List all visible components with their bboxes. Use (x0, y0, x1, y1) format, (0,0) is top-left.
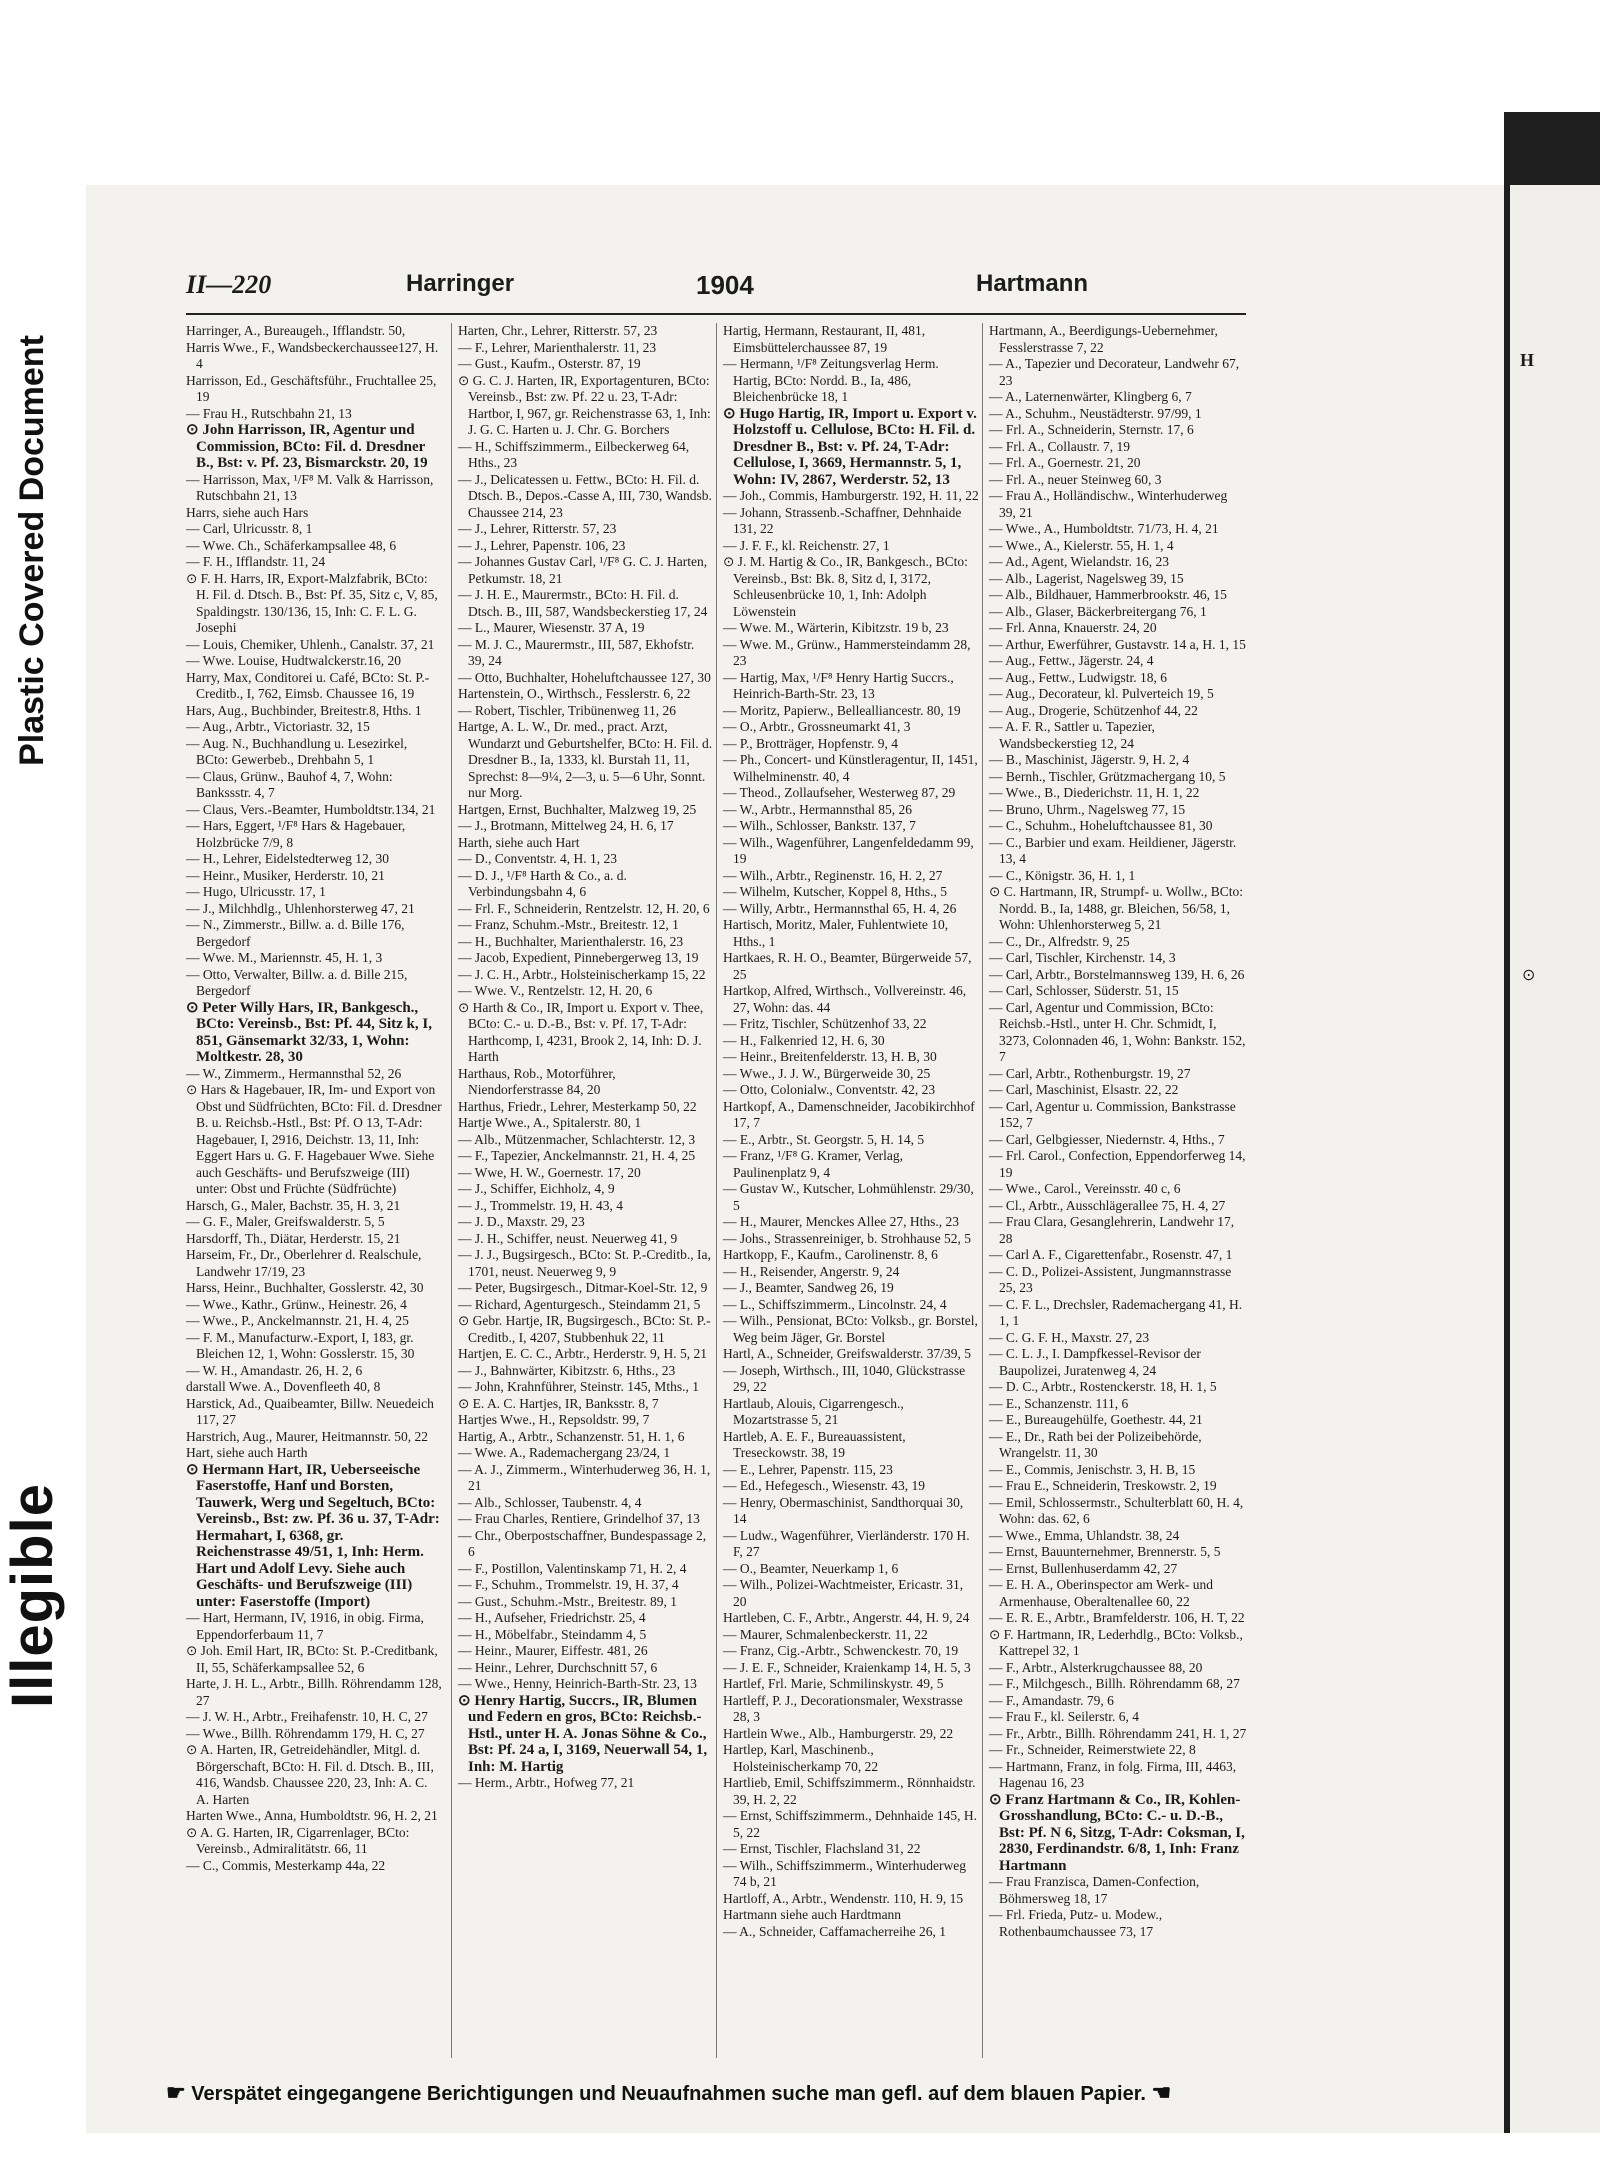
directory-entry: — Hartig, Max, ¹/F⁸ Henry Hartig Succrs., Heinrich-Barth-Str. 23, 13 (723, 669, 954, 701)
directory-entry: — Alb., Schlosser, Taubenstr. 4, 4 (458, 1494, 642, 1510)
directory-entry: — Gust., Kaufm., Osterstr. 87, 19 (458, 356, 641, 371)
directory-entry: — A., Laternenwärter, Klingberg 6, 7 (989, 389, 1192, 404)
directory-entry: — Carl, Schlosser, Süderstr. 51, 15 (989, 983, 1179, 998)
directory-entry: — L., Maurer, Wiesenstr. 37 A, 19 (458, 620, 645, 635)
directory-entry: Hartig, Hermann, Restaurant, II, 481, Eimsbüttelerchaussee 87, 19 (723, 323, 926, 355)
directory-entry: — Alb., Lagerist, Nagelsweg 39, 15 (989, 570, 1184, 586)
directory-entry: ⊙ G. C. J. Harten, IR, Exportagenturen, BCto: Vereinsb., Bst: zw. Pf. 22 u. 23, T-Adr: Hartbor, I, 967, gr. Reichenstrasse 63, 1, Inh: J. G. C. Harten u. J. Chr. G. Borchers (458, 372, 711, 437)
directory-entry: — F., Schuhm., Trommelstr. 19, H. 37, 4 (458, 1577, 679, 1592)
header-rule (186, 313, 1246, 315)
directory-entry: — Wwe., A., Humboldtstr. 71/73, H. 4, 21 (989, 521, 1219, 536)
directory-entry: — Carl, Arbtr., Rothenburgstr. 19, 27 (989, 1065, 1191, 1081)
directory-entry: Hartleff, P. J., Decorationsmaler, Wexstrasse 28, 3 (723, 1692, 963, 1724)
directory-entry: — O., Arbtr., Grossneumarkt 41, 3 (723, 719, 911, 734)
directory-entry: — F., Milchgesch., Billh. Röhrendamm 68, 27 (989, 1676, 1240, 1691)
directory-entry: — Alb., Mützenmacher, Schlachterstr. 12, 3 (458, 1131, 696, 1147)
directory-entry: — J., Beamter, Sandweg 26, 19 (723, 1280, 894, 1295)
directory-entry: Hartlieb, Emil, Schiffszimmerm., Rönnhaidstr. 39, H. 2, 22 (723, 1775, 976, 1807)
directory-entry: — Otto, Buchhalter, Hoheluftchaussee 127, 30 (458, 669, 711, 685)
directory-entry: ⊙ C. Hartmann, IR, Strumpf- u. Wollw., BCto: Nordd. B., Ia, 1488, gr. Bleichen, 56/58, 1, Wohn: Uhlenhorsterweg 5, 21 (989, 884, 1243, 932)
directory-entry: — Gustav W., Kutscher, Lohmühlenstr. 29/30, 5 (723, 1181, 974, 1213)
directory-entry: Hartjen, E. C. C., Arbtr., Herderstr. 9, H. 5, 21 (458, 1346, 707, 1361)
directory-entry: — C. L. J., I. Dampfkessel-Revisor der Baupolizei, Juratenweg 4, 24 (989, 1346, 1201, 1378)
directory-entry: ⊙ Hermann Hart, IR, Ueberseeische Faserstoffe, Hanf und Borsten, Tauwerk, Werg und Segeltuch, BCto: Vereinsb., Bst: zw. Pf. 36 u. 37, T-Adr: Hermahart, I, 6368, gr. Reichenstrasse 49/51, 1, Inh: Herm. Hart und Adolf Levy. Siehe auch Geschäfts- und Berufszweige (III) unter: Faserstoffe (Import) (186, 1461, 440, 1610)
directory-entry: Harten, Chr., Lehrer, Ritterstr. 57, 23 (458, 323, 658, 338)
directory-entry: ⊙ F. Hartmann, IR, Lederhdlg., BCto: Volksb., Kattrepel 32, 1 (989, 1626, 1243, 1658)
column-2 (451, 323, 714, 2058)
directory-entry: — Wilh., Schiffszimmerm., Winterhuderweg 74 b, 21 (723, 1857, 966, 1889)
directory-entry: — Aug. N., Buchhandlung u. Lesezirkel, BCto: Gewerbeb., Drehbahn 5, 1 (186, 735, 408, 767)
directory-entry: — Wwe., Billh. Röhrendamm 179, H. C, 27 (186, 1725, 425, 1741)
directory-entry: — A., Schneider, Caffamacherreihe 26, 1 (723, 1923, 947, 1939)
directory-entry: — Johann, Strassenb.-Schaffner, Dehnhaide 131, 22 (723, 504, 962, 536)
directory-entry: — Wwe, H. W., Goernestr. 17, 20 (458, 1164, 641, 1180)
directory-entry: — Jacob, Expedient, Pinnebergerweg 13, 19 (458, 950, 699, 965)
directory-entry: — Peter, Bugsirgesch., Ditmar-Koel-Str. 12, 9 (458, 1280, 708, 1295)
directory-entry: — Frau H., Rutschbahn 21, 13 (186, 405, 352, 421)
directory-entry: — E., Lehrer, Papenstr. 115, 23 (723, 1461, 893, 1477)
directory-entry: — C. D., Polizei-Assistent, Jungmannstrasse 25, 23 (989, 1263, 1232, 1295)
directory-entry: — F., Tapezier, Anckelmannstr. 21, H. 4, 25 (458, 1148, 696, 1163)
directory-entry: — Wilh., Pensionat, BCto: Volksb., gr. Borstel, Weg beim Jäger, Gr. Borstel (723, 1313, 978, 1345)
directory-entry: — Claus, Grünw., Bauhof 4, 7, Wohn: Bankssstr. 4, 7 (186, 768, 393, 800)
directory-entry: — Alb., Glaser, Bäckerbreitergang 76, 1 (989, 603, 1207, 619)
directory-entry: ⊙ Peter Willy Hars, IR, Bankgesch., BCto: Vereinsb., Bst: Pf. 44, Sitz k, I, 851, Gänsemarkt 32/33, 1, Wohn: Moltkestr. 28, 30 (186, 999, 432, 1065)
directory-entry: Hartmann, A., Beerdigungs-Uebernehmer, Fesslerstrasse 7, 22 (989, 323, 1218, 355)
directory-entry: — Wwe., Emma, Uhlandstr. 38, 24 (989, 1527, 1180, 1543)
directory-entry: — A., Tapezier und Decorateur, Landwehr 67, 23 (989, 356, 1240, 388)
directory-entry: Hartlaub, Alouis, Cigarrengesch., Mozartstrasse 5, 21 (723, 1395, 904, 1427)
directory-entry: — Gust., Schuhm.-Mstr., Breitestr. 89, 1 (458, 1593, 677, 1609)
directory-entry: — Wilh., Polizei-Wachtmeister, Ericastr. 31, 20 (723, 1577, 964, 1609)
directory-entry: — Frl. A., Goernestr. 21, 20 (989, 455, 1141, 470)
directory-entry: — Otto, Verwalter, Billw. a. d. Bille 215, Bergedorf (186, 966, 408, 998)
directory-entry: — A. J., Zimmerm., Winterhuderweg 36, H. 1, 21 (458, 1461, 711, 1493)
directory-entry: — Frau F., kl. Seilerstr. 6, 4 (989, 1709, 1140, 1724)
directory-entry: — Hars, Eggert, ¹/F⁸ Hars & Hagebauer, Holzbrücke 7/9, 8 (186, 818, 406, 850)
directory-entry: — J., Trommelstr. 19, H. 43, 4 (458, 1197, 624, 1213)
directory-entry: — M. J. C., Maurermstr., III, 587, Ekhofstr. 39, 24 (458, 636, 695, 668)
directory-entry: — Bernh., Tischler, Grützmachergang 10, 5 (989, 768, 1226, 784)
directory-entry: darstall Wwe. A., Dovenfleeth 40, 8 (186, 1379, 381, 1394)
directory-entry: Harsdorff, Th., Diätar, Herderstr. 15, 21 (186, 1230, 401, 1246)
directory-entry: — F., Arbtr., Alsterkrugchaussee 88, 20 (989, 1659, 1203, 1675)
directory-entry: — Herm., Arbtr., Hofweg 77, 21 (458, 1775, 635, 1790)
directory-columns (186, 323, 1246, 2058)
directory-entry: — Franz, Cig.-Arbtr., Schwenckestr. 70, 19 (723, 1643, 959, 1658)
first-entry-heading: Harringer (406, 270, 515, 297)
directory-entry: — F., Postillon, Valentinskamp 71, H. 2, 4 (458, 1560, 687, 1576)
directory-entry: — C. F. L., Drechsler, Rademachergang 41, H. 1, 1 (989, 1296, 1243, 1328)
directory-entry: — D. C., Arbtr., Rostenckerstr. 18, H. 1, 5 (989, 1379, 1217, 1394)
directory-entry: — Frau Franzisca, Damen-Confection, Böhmersweg 18, 17 (989, 1874, 1200, 1906)
directory-entry: — Johannes Gustav Carl, ¹/F⁸ G. C. J. Harten, Petkumstr. 18, 21 (458, 554, 708, 586)
directory-entry: — W., Arbtr., Hermannsthal 85, 26 (723, 801, 912, 817)
directory-entry: Harry, Max, Conditorei u. Café, BCto: St. P.-Creditb., I, 762, Eimsb. Chaussee 16, 19 (186, 669, 430, 701)
directory-entry: — Carl, Maschinist, Elsastr. 22, 22 (989, 1082, 1179, 1097)
directory-entry: — Wwe. Ch., Schäferkampsallee 48, 6 (186, 537, 397, 553)
directory-entry: ⊙ E. A. C. Hartjes, IR, Banksstr. 8, 7 (458, 1395, 659, 1411)
directory-entry: — E., Commis, Jenischstr. 3, H. B, 15 (989, 1461, 1196, 1477)
directory-entry: — Frl. A., Collaustr. 7, 19 (989, 438, 1131, 454)
directory-entry: — Hart, Hermann, IV, 1916, in obig. Firma, Eppendorferbaum 11, 7 (186, 1610, 424, 1642)
directory-entry: — Wwe. M., Mariennstr. 45, H. 1, 3 (186, 950, 383, 965)
plastic-covered-label (0, 270, 64, 830)
directory-entry: — C., Schuhm., Hoheluftchaussee 81, 30 (989, 818, 1213, 833)
directory-entry: — Fritz, Tischler, Schützenhof 33, 22 (723, 1016, 927, 1031)
directory-entry: Hartlef, Frl. Marie, Schmilinskystr. 49, 5 (723, 1676, 944, 1691)
directory-entry: — Heinr., Musiker, Herderstr. 10, 21 (186, 867, 385, 883)
directory-entry: — Johs., Strassenreiniger, b. Strohhause 52, 5 (723, 1230, 972, 1246)
directory-entry: — E. H. A., Oberinspector am Werk- und Armenhause, Oberaltenallee 60, 22 (989, 1577, 1213, 1609)
directory-entry: Harris Wwe., F., Wandsbeckerchaussee127, H. 4 (186, 339, 439, 371)
directory-entry: — E., Schanzenstr. 111, 6 (989, 1395, 1129, 1411)
directory-entry: — J. F. F., kl. Reichenstr. 27, 1 (723, 537, 890, 553)
column-1 (186, 323, 442, 2058)
directory-entry: — P., Brotträger, Hopfenstr. 9, 4 (723, 735, 898, 751)
directory-entry: — C., Barbier und exam. Heildiener, Jägerstr. 13, 4 (989, 834, 1237, 866)
directory-entry: Hartge, A. L. W., Dr. med., pract. Arzt, Wundarzt und Geburtshelfer, BCto: H. Fil. d. Dresdner B., Ia, 1333, kl. Burstah 11, 11, Sprechst: 8—9¼, 2—3, u. 5—6 Uhr, Sonnt. nur Morg. (458, 719, 713, 800)
directory-entry: — Arthur, Ewerführer, Gustavstr. 14 a, H. 1, 15 (989, 636, 1246, 652)
directory-entry: — Ad., Agent, Wielandstr. 16, 23 (989, 554, 1169, 569)
directory-entry: — Carl, Arbtr., Borstelmannsweg 139, H. 6, 26 (989, 966, 1245, 982)
directory-entry: — J., Delicatessen u. Fettw., BCto: H. Fil. d. Dtsch. B., Depos.-Casse A, III, 730, Wandsb. Chaussee 214, 23 (458, 471, 712, 520)
directory-entry: Hartl, A., Schneider, Greifswalderstr. 37/39, 5 (723, 1346, 972, 1361)
adjacent-page-edge (1510, 185, 1600, 2133)
directory-entry: — Frl. A., Schneiderin, Sternstr. 17, 6 (989, 422, 1194, 437)
directory-entry: — B., Maschinist, Jägerstr. 9, H. 2, 4 (989, 752, 1190, 767)
directory-entry: Hartgen, Ernst, Buchhalter, Malzweg 19, 25 (458, 801, 697, 817)
pointing-hand-right-icon: ☚ (1151, 2080, 1172, 2105)
directory-entry: — Harrisson, Max, ¹/F⁸ M. Valk & Harrisson, Rutschbahn 21, 13 (186, 471, 434, 503)
directory-page (86, 185, 1504, 2133)
directory-entry: Hart, siehe auch Harth (186, 1445, 308, 1460)
directory-entry: — G. F., Maler, Greifswalderstr. 5, 5 (186, 1214, 385, 1229)
directory-entry: — H., Reisender, Angerstr. 9, 24 (723, 1263, 900, 1279)
directory-entry: — Wwe., A., Kielerstr. 55, H. 1, 4 (989, 537, 1174, 553)
directory-entry: — Cl., Arbtr., Ausschlägerallee 75, H. 4, 27 (989, 1197, 1226, 1213)
column-3 (716, 323, 979, 2058)
directory-entry: — Aug., Decorateur, kl. Pulverteich 19, 5 (989, 686, 1214, 701)
directory-entry: — J. H., Schiffer, neust. Neuerweg 41, 9 (458, 1230, 678, 1246)
directory-entry: ⊙ A. G. Harten, IR, Cigarrenlager, BCto: Vereinsb., Admiralitätstr. 66, 11 (186, 1824, 410, 1856)
directory-entry: — F., Lehrer, Marienthalerstr. 11, 23 (458, 339, 657, 355)
directory-entry: — F., Amandastr. 79, 6 (989, 1692, 1114, 1708)
directory-entry: — Ludw., Wagenführer, Vierländerstr. 170 H. F, 27 (723, 1527, 970, 1559)
directory-entry: — D. J., ¹/F⁸ Harth & Co., a. d. Verbindungsbahn 4, 6 (458, 867, 627, 899)
directory-entry: — Frau E., Schneiderin, Treskowstr. 2, 19 (989, 1478, 1217, 1493)
directory-entry: ⊙ John Harrisson, IR, Agentur und Commission, BCto: Fil. d. Dresdner B., Bst: v. Pf. 23, Bismarckstr. 20, 19 (186, 422, 428, 471)
directory-entry: — Moritz, Papierw., Bellealliancestr. 80, 19 (723, 702, 961, 718)
directory-entry: — Frau Clara, Gesanglehrerin, Landwehr 17, 28 (989, 1214, 1235, 1246)
directory-entry: — Heinr., Breitenfelderstr. 13, H. B, 30 (723, 1049, 937, 1064)
directory-entry: — J., Milchhdlg., Uhlenhorsterweg 47, 21 (186, 900, 415, 916)
directory-entry: — H., Maurer, Menckes Allee 27, Hths., 23 (723, 1214, 960, 1229)
directory-entry: Harthaus, Rob., Motorführer, Niendorferstrasse 84, 20 (458, 1065, 616, 1097)
directory-entry: — J. J., Bugsirgesch., BCto: St. P.-Creditb., Ia, 1701, neust. Neuerweg 9, 9 (458, 1247, 711, 1279)
directory-entry: — John, Krahnführer, Steinstr. 145, Mths., 1 (458, 1379, 699, 1394)
directory-entry: — Wilh., Schlosser, Bankstr. 137, 7 (723, 818, 916, 833)
directory-entry: — H., Lehrer, Eidelstedterweg 12, 30 (186, 851, 390, 866)
directory-entry: — J., Brotmann, Mittelweg 24, H. 6, 17 (458, 818, 674, 833)
directory-entry: — Bruno, Uhrm., Nagelsweg 77, 15 (989, 801, 1186, 817)
directory-entry: — H., Schiffszimmerm., Eilbeckerweg 64, Hths., 23 (458, 438, 690, 470)
directory-entry: — J. E. F., Schneider, Kraienkamp 14, H. 5, 3 (723, 1659, 971, 1675)
directory-entry: — Alb., Bildhauer, Hammerbrookstr. 46, 15 (989, 587, 1227, 602)
directory-entry: — Wwe. Louise, Hudtwalckerstr.16, 20 (186, 653, 401, 668)
directory-entry: — H., Buchhalter, Marienthalerstr. 16, 23 (458, 933, 684, 949)
directory-entry: Harss, Heinr., Buchhalter, Gosslerstr. 42, 30 (186, 1280, 424, 1295)
directory-entry: — Emil, Schlossermstr., Schulterblatt 60, H. 4, Wohn: das. 62, 6 (989, 1494, 1244, 1526)
directory-entry: Harstick, Ad., Quaibeamter, Billw. Neuedeich 117, 27 (186, 1395, 434, 1427)
directory-entry: Harth, siehe auch Hart (458, 834, 580, 850)
directory-entry: — Wwe. M., Grünw., Hammersteindamm 28, 23 (723, 636, 971, 668)
directory-entry: Hartleb, A. E. F., Bureauassistent, Treseckowstr. 38, 19 (723, 1428, 906, 1460)
directory-entry: Hartmann siehe auch Hardtmann (723, 1907, 902, 1922)
directory-entry: — Wwe. V., Rentzelstr. 12, H. 20, 6 (458, 983, 653, 998)
directory-entry: — J. D., Maxstr. 29, 23 (458, 1214, 585, 1229)
directory-entry: Harstrich, Aug., Maurer, Heitmannstr. 50, 22 (186, 1428, 429, 1444)
directory-entry: — Wwe., B., Diederichstr. 11, H. 1, 22 (989, 785, 1200, 800)
last-entry-heading: Hartmann (976, 270, 1089, 297)
directory-entry: — J., Lehrer, Ritterstr. 57, 23 (458, 521, 617, 536)
directory-entry: — J., Lehrer, Papenstr. 106, 23 (458, 537, 626, 553)
directory-entry: ⊙ Franz Hartmann & Co., IR, Kohlen-Grosshandlung, BCto: C.- u. D.-B., Bst: Pf. N 6, Sitzg, T-Adr: Coksman, I, 2830, Ferdinandstr. 6/8, 1, Inh: Franz Hartmann (989, 1791, 1245, 1874)
directory-entry: — Carl, Gelbgiesser, Niedernstr. 4, Hths., 7 (989, 1131, 1225, 1147)
directory-entry: — Ed., Hefegesch., Wiesenstr. 43, 19 (723, 1478, 926, 1493)
year-heading: 1904 (696, 270, 754, 300)
directory-entry: Hartje Wwe., A., Spitalerstr. 80, 1 (458, 1115, 642, 1130)
directory-entry: — Frl. F., Schneiderin, Rentzelstr. 12, H. 20, 6 (458, 900, 710, 916)
directory-entry: Hartig, A., Arbtr., Schanzenstr. 51, H. 1, 6 (458, 1428, 685, 1444)
directory-entry: — Aug., Fettw., Ludwigstr. 18, 6 (989, 669, 1168, 685)
directory-entry: Hartkop, Alfred, Wirthsch., Vollvereinstr. 46, 27, Wohn: das. 44 (723, 983, 967, 1015)
directory-entry: Hartkaes, R. H. O., Beamter, Bürgerweide 57, 25 (723, 950, 972, 982)
directory-entry: — W., Zimmerm., Hermannsthal 52, 26 (186, 1065, 402, 1081)
directory-entry: — W. H., Amandastr. 26, H. 2, 6 (186, 1362, 363, 1378)
directory-entry: ⊙ A. Harten, IR, Getreidehändler, Mitgl. d. Börgerschaft, BCto: H. Fil. d. Dtsch. B., III, 416, Wandsb. Chaussee 220, 23, Inh: A. C. A. Harten (186, 1742, 434, 1807)
directory-entry: — Joseph, Wirthsch., III, 1040, Glückstrasse 29, 22 (723, 1362, 966, 1394)
directory-entry: — Carl, Ulricusstr. 8, 1 (186, 521, 313, 536)
directory-entry: Harte, J. H. L., Arbtr., Billh. Röhrendamm 128, 27 (186, 1676, 442, 1708)
directory-entry: — Wwe., Henny, Heinrich-Barth-Str. 23, 13 (458, 1676, 697, 1691)
directory-entry: — C. G. F. H., Maxstr. 27, 23 (989, 1329, 1150, 1345)
directory-entry: — Heinr., Lehrer, Durchschnitt 57, 6 (458, 1659, 658, 1675)
directory-entry: — Theod., Zollaufseher, Westerweg 87, 29 (723, 785, 956, 800)
directory-entry: Harringer, A., Bureaugeh., Ifflandstr. 50, (186, 323, 406, 338)
directory-entry: — Ernst, Schiffszimmerm., Dehnhaide 145, H. 5, 22 (723, 1808, 977, 1840)
directory-entry: — J., Bahnwärter, Kibitzstr. 6, Hths., 23 (458, 1362, 676, 1378)
directory-entry: — Wwe. A., Rademachergang 23/24, 1 (458, 1445, 671, 1460)
directory-entry: — F. H., Ifflandstr. 11, 24 (186, 554, 326, 569)
directory-entry: Hartenstein, O., Wirthsch., Fesslerstr. 6, 22 (458, 686, 691, 701)
directory-entry: Hartisch, Moritz, Maler, Fuhlentwiete 10, Hths., 1 (723, 917, 949, 949)
directory-entry: Harseim, Fr., Dr., Oberlehrer d. Realschule, Landwehr 17/19, 23 (186, 1247, 422, 1279)
directory-entry: Hartloff, A., Arbtr., Wendenstr. 110, H. 9, 15 (723, 1890, 964, 1906)
directory-entry: — Franz, ¹/F⁸ G. Kramer, Verlag, Paulinenplatz 9, 4 (723, 1148, 904, 1180)
directory-entry: — E., Arbtr., St. Georgstr. 5, H. 14, 5 (723, 1131, 925, 1147)
directory-entry: — Carl, Agentur und Commission, BCto: Reichsb.-Hstl., unter H. Chr. Schmidt, I, 3273, Colonnaden 46, 1, Wohn: Bankstr. 152, 7 (989, 999, 1246, 1064)
directory-entry: Harrs, siehe auch Hars (186, 504, 309, 520)
directory-entry: — Ernst, Tischler, Flachsland 31, 22 (723, 1841, 921, 1856)
directory-entry: ⊙ F. H. Harrs, IR, Export-Malzfabrik, BCto: H. Fil. d. Dtsch. B., Bst: Pf. 35, Sitz c, V, 85, Spaldingstr. 130/136, 15, Inh: C. F. L. G. Josephi (186, 570, 438, 635)
directory-entry: — Chr., Oberpostschaffner, Bundespassage 2, 6 (458, 1527, 707, 1559)
directory-entry: Hartjes Wwe., H., Repsoldstr. 99, 7 (458, 1412, 650, 1427)
directory-entry: — Wwe. M., Wärterin, Kibitzstr. 19 b, 23 (723, 620, 949, 635)
directory-entry: Harthus, Friedr., Lehrer, Mesterkamp 50, 22 (458, 1098, 697, 1114)
directory-entry: — Wwe., Carol., Vereinsstr. 40 c, 6 (989, 1181, 1181, 1196)
directory-entry: — A. F. R., Sattler u. Tapezier, Wandsbeckerstieg 12, 24 (989, 719, 1155, 751)
illegible-label (0, 1430, 64, 1760)
directory-entry: — A., Schuhm., Neustädterstr. 97/99, 1 (989, 405, 1202, 421)
directory-entry: ⊙ Hars & Hagebauer, IR, Im- und Export von Obst und Südfrüchten, BCto: Fil. d. Dresdner B. u. Reichsb.-Hstl., Bst: Pf. O 13, T-Adr: Hagebauer, I, 2916, Deichstr. 13, 11, Inh: Eggert Hars u. G. F. Hagebauer Wwe. Siehe auch Geschäfts- und Berufszweige (III) unter: Obst und Früchte (Südfrüchte) (186, 1082, 442, 1196)
directory-entry: — H., Möbelfabr., Steindamm 4, 5 (458, 1626, 647, 1642)
directory-entry: — Fr., Arbtr., Billh. Röhrendamm 241, H. 1, 27 (989, 1725, 1247, 1741)
directory-entry: — Hermann, ¹/F⁸ Zeitungsverlag Herm. Hartig, BCto: Nordd. B., Ia, 486, Bleichenbrücke 18, 1 (723, 356, 939, 404)
directory-entry: — Frl. Frieda, Putz- u. Modew., Rothenbaumchaussee 73, 17 (989, 1907, 1163, 1939)
directory-entry: — Hartmann, Franz, in folg. Firma, III, 4463, Hagenau 16, 23 (989, 1758, 1237, 1790)
column-4 (982, 323, 1247, 2058)
directory-entry: ⊙ Gebr. Hartje, IR, Bugsirgesch., BCto: St. P.-Creditb., I, 4207, Stubbenhuk 22, 11 (458, 1313, 711, 1345)
directory-entry: ⊙ Harth & Co., IR, Import u. Export v. Thee, BCto: C.- u. D.-B., Bst: v. Pf. 17, T-Adr: Harthcomp, I, 4231, Brook 2, 14, Inh: D. J. Harth (458, 999, 704, 1064)
directory-entry: — Frl. Carol., Confection, Eppendorferweg 14, 19 (989, 1148, 1246, 1180)
directory-entry: — C., Commis, Mesterkamp 44a, 22 (186, 1857, 386, 1873)
directory-entry: — L., Schiffszimmerm., Lincolnstr. 24, 4 (723, 1296, 947, 1312)
directory-entry: — H., Aufseher, Friedrichstr. 25, 4 (458, 1610, 646, 1625)
directory-entry: Hartlein Wwe., Alb., Hamburgerstr. 29, 22 (723, 1725, 954, 1741)
directory-entry: — Frau Charles, Rentiere, Grindelhof 37, 13 (458, 1511, 700, 1526)
directory-entry: — Carl A. F., Cigarettenfabr., Rosenstr. 47, 1 (989, 1247, 1233, 1262)
pointing-hand-left-icon: ☛ (166, 2080, 186, 2105)
directory-entry: — Otto, Colonialw., Conventstr. 42, 23 (723, 1082, 936, 1097)
directory-entry: Hartlep, Karl, Maschinenb., Holsteinischerkamp 70, 22 (723, 1742, 879, 1774)
directory-entry: — Ernst, Bullenhuserdamm 42, 27 (989, 1560, 1178, 1576)
directory-entry: — Henry, Obermaschinist, Sandthorquai 30, 14 (723, 1494, 964, 1526)
directory-entry: — Wwe., Kathr., Grünw., Heinestr. 26, 4 (186, 1296, 407, 1312)
directory-entry: — Wilhelm, Kutscher, Koppel 8, Hths., 5 (723, 884, 948, 899)
directory-entry: ⊙ Joh. Emil Hart, IR, BCto: St. P.-Creditbank, II, 55, Schäferkampsallee 52, 6 (186, 1643, 438, 1675)
directory-entry: Hars, Aug., Buchbinder, Breitestr.8, Hths. 1 (186, 702, 422, 718)
directory-entry: Harten Wwe., Anna, Humboldtstr. 96, H. 2, 21 (186, 1808, 438, 1823)
directory-entry: — E., Bureaugehülfe, Goethestr. 44, 21 (989, 1412, 1203, 1427)
directory-entry: — J. H. E., Maurermstr., BCto: H. Fil. d. Dtsch. B., III, 587, Wandsbeckerstieg 17, 24 (458, 587, 708, 619)
directory-entry: — Aug., Fettw., Jägerstr. 24, 4 (989, 653, 1154, 668)
directory-entry: ⊙ Henry Hartig, Succrs., IR, Blumen und Federn en gros, BCto: Reichsb.-Hstl., unter H. A. Jonas Söhne & Co., Bst: Pf. 24 a, I, 3169, Neuerwall 54, 1, Inh: M. Hartig (458, 1692, 708, 1775)
directory-entry: ⊙ Hugo Hartig, IR, Import u. Export v. Holzstoff u. Cellulose, BCto: H. Fil. d. Dresdner B., Bst: v. Pf. 24, T-Adr: Cellulose, I, 3669, Hermannstr. 5, 1, Wohn: IV, 2867, Werderstr. 52, 13 (723, 405, 977, 488)
directory-entry: Hartleben, C. F., Arbtr., Angerstr. 44, H. 9, 24 (723, 1610, 970, 1625)
adjacent-page-mark: ⊙ (1522, 967, 1536, 984)
directory-entry: — E., Dr., Rath bei der Polizeibehörde, Wrangelstr. 11, 30 (989, 1428, 1202, 1460)
footer-text: Verspätet eingegangene Berichtigungen und Neuaufnahmen suche man gefl. auf dem blauen Papier. (191, 2083, 1146, 2105)
directory-entry: — Frl. A., neuer Steinweg 60, 3 (989, 471, 1162, 487)
directory-entry: — C., Königstr. 36, H. 1, 1 (989, 867, 1136, 883)
directory-entry: — C., Dr., Alfredstr. 9, 25 (989, 933, 1130, 949)
directory-entry: — Wwe., J. J. W., Bürgerweide 30, 25 (723, 1065, 931, 1081)
directory-entry: — J. C. H., Arbtr., Holsteinischerkamp 15, 22 (458, 966, 706, 982)
illegible-text: Illegible (0, 1482, 65, 1708)
directory-entry: — D., Conventstr. 4, H. 1, 23 (458, 851, 618, 866)
directory-entry: — O., Beamter, Neuerkamp 1, 6 (723, 1560, 899, 1576)
directory-entry: — Robert, Tischler, Tribünenweg 11, 26 (458, 702, 676, 718)
directory-entry: — Aug., Arbtr., Victoriastr. 32, 15 (186, 719, 370, 734)
directory-entry: — Wilh., Arbtr., Reginenstr. 16, H. 2, 27 (723, 867, 943, 883)
directory-entry: — Franz, Schuhm.-Mstr., Breitestr. 12, 1 (458, 917, 679, 932)
directory-entry: — Wwe., P., Anckelmannstr. 21, H. 4, 25 (186, 1313, 409, 1328)
directory-entry: — Frl. Anna, Knauerstr. 24, 20 (989, 620, 1157, 635)
plastic-covered-text: Plastic Covered Document (12, 334, 51, 766)
directory-entry: — Maurer, Schmalenbeckerstr. 11, 22 (723, 1626, 928, 1642)
directory-entry: — H., Falkenried 12, H. 6, 30 (723, 1032, 885, 1048)
directory-entry: — Carl, Agentur u. Commission, Bankstrasse 152, 7 (989, 1098, 1236, 1130)
directory-entry: Hartkopp, F., Kaufm., Carolinenstr. 8, 6 (723, 1247, 938, 1262)
directory-entry: — Frau A., Holländischw., Winterhuderweg 39, 21 (989, 488, 1228, 520)
directory-entry: — E. R. E., Arbtr., Bramfelderstr. 106, H. T, 22 (989, 1610, 1245, 1625)
page-number: II—220 (186, 270, 272, 299)
directory-entry: — Louis, Chemiker, Uhlenh., Canalstr. 37, 21 (186, 636, 435, 652)
directory-entry: — J., Schiffer, Eichholz, 4, 9 (458, 1181, 615, 1196)
directory-entry: — Joh., Commis, Hamburgerstr. 192, H. 11, 22 (723, 488, 979, 503)
directory-entry: — Ernst, Bauunternehmer, Brennerstr. 5, 5 (989, 1544, 1221, 1559)
directory-entry: — Claus, Vers.-Beamter, Humboldtstr.134, 21 (186, 801, 436, 817)
directory-entry: — N., Zimmerstr., Billw. a. d. Bille 176, Bergedorf (186, 917, 405, 949)
directory-entry: — Fr., Schneider, Reimerstwiete 22, 8 (989, 1742, 1196, 1757)
directory-entry: — Wilh., Wagenführer, Langenfeldedamm 99, 19 (723, 834, 974, 866)
directory-entry: — Ph., Concert- und Künstleragentur, II, 1451, Wilhelminenstr. 40, 4 (723, 752, 978, 784)
directory-entry: Hartkopf, A., Damenschneider, Jacobikirchhof 17, 7 (723, 1098, 975, 1130)
directory-entry: — Hugo, Ulricusstr. 17, 1 (186, 884, 326, 899)
page-header (186, 270, 1246, 310)
directory-entry: Harsch, G., Maler, Bachstr. 35, H. 3, 21 (186, 1197, 401, 1213)
directory-entry: — Carl, Tischler, Kirchenstr. 14, 3 (989, 950, 1176, 965)
directory-entry: — Aug., Drogerie, Schützenhof 44, 22 (989, 702, 1198, 718)
directory-entry: Harrisson, Ed., Geschäftsführ., Fruchtallee 25, 19 (186, 372, 437, 404)
directory-entry: — F. M., Manufacturw.-Export, I, 183, gr. Bleichen 12, 1, Wohn: Gosslerstr. 15, 30 (186, 1329, 415, 1361)
directory-entry: ⊙ J. M. Hartig & Co., IR, Bankgesch., BCto: Vereinsb., Bst: Bk. 8, Sitz d, I, 3172, Schleusenbrücke 10, 1, Inh: Adolph Löwenstein (723, 554, 968, 619)
adjacent-page-header-fragment: H (1520, 350, 1535, 370)
directory-entry: — Heinr., Maurer, Eiffestr. 481, 26 (458, 1643, 648, 1658)
page-footer-notice (166, 2080, 1266, 2120)
directory-entry: — Richard, Agenturgesch., Steindamm 21, 5 (458, 1296, 701, 1312)
directory-entry: — J. W. H., Arbtr., Freihafenstr. 10, H. C, 27 (186, 1709, 428, 1724)
directory-entry: — Willy, Arbtr., Hermannsthal 65, H. 4, 26 (723, 900, 957, 916)
